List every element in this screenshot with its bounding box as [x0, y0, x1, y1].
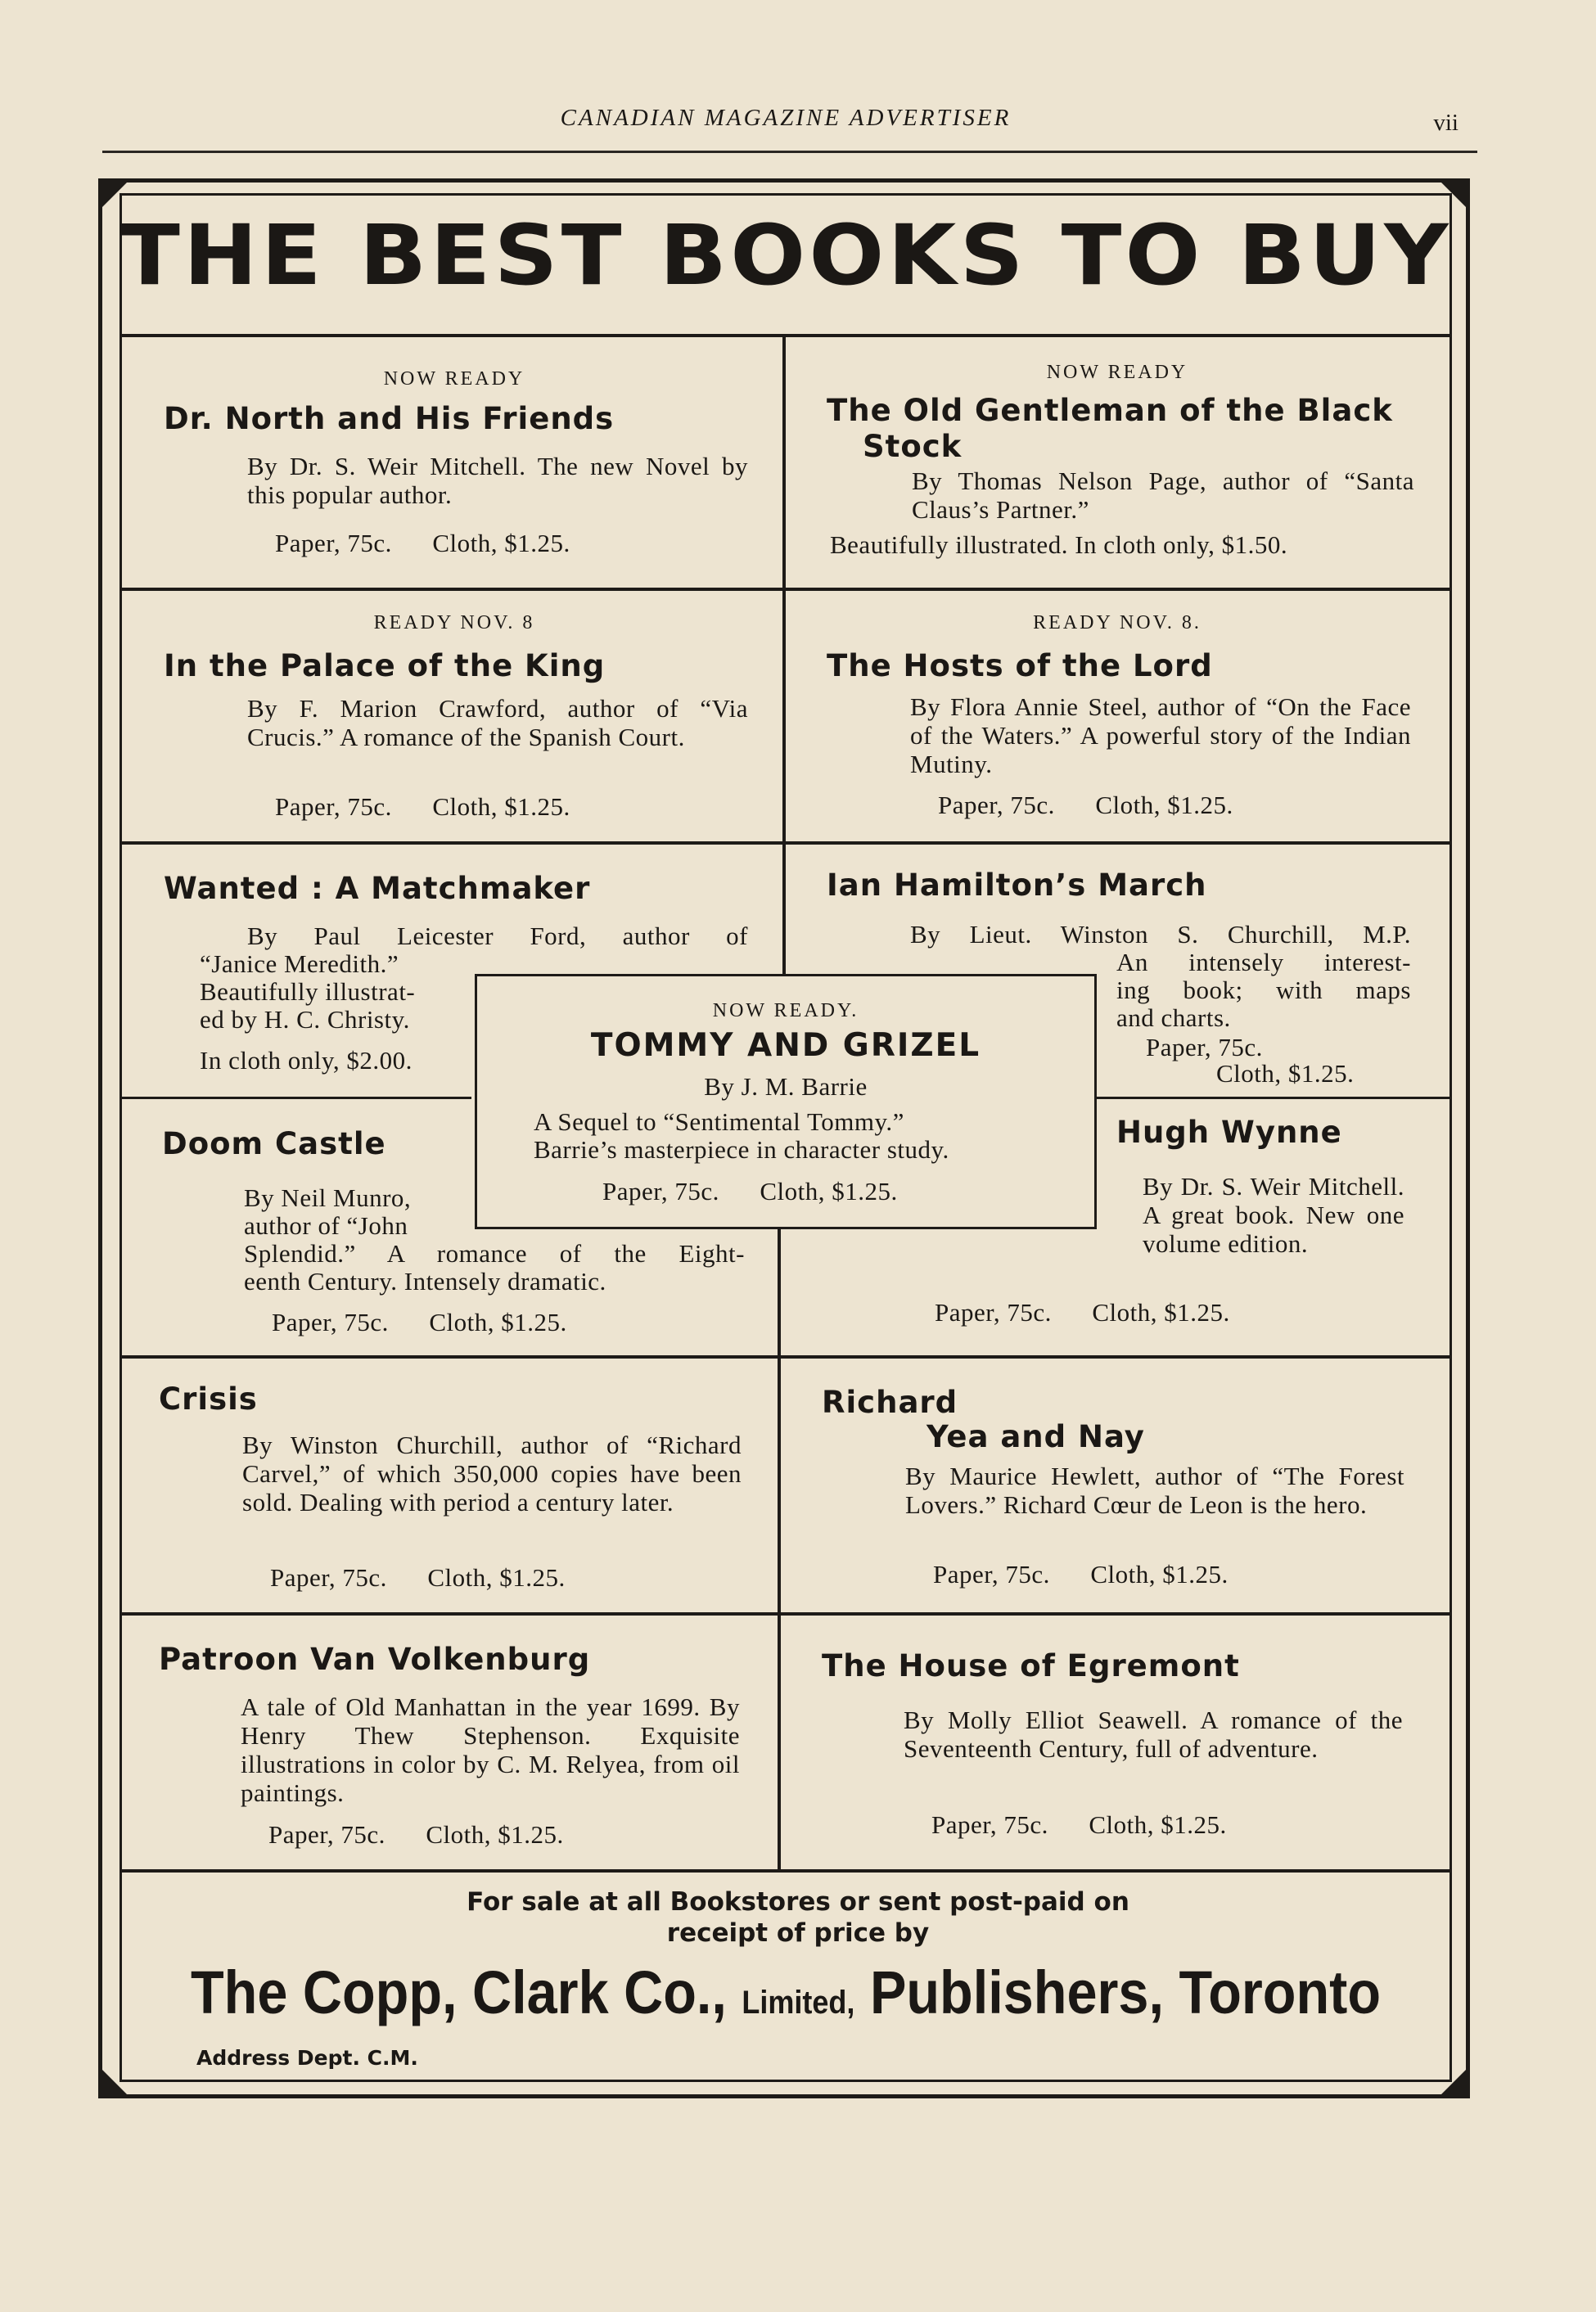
rule-row-5 — [121, 1869, 1450, 1873]
rule-row-3 — [121, 1355, 1450, 1359]
status-label: READY NOV. 8. — [1033, 612, 1202, 633]
book-description-line-2: An intensely interest- — [1116, 948, 1411, 976]
corner-ornament-top-left — [98, 178, 131, 211]
status-label: NOW READY. — [712, 1000, 859, 1021]
sale-notice-line-2: receipt of price by — [666, 1918, 930, 1948]
book-title: The House of Egremont — [822, 1648, 1240, 1683]
book-description: By Dr. S. Weir Mitchell. The new Novel by this popular author. — [247, 452, 748, 509]
publisher-name: The Copp, Clark Co., — [190, 1958, 727, 2026]
book-price: Paper, 75c. Cloth, $1.25. — [931, 1810, 1227, 1839]
rule-right-inner — [1097, 1097, 1450, 1099]
book-price: Paper, 75c. Cloth, $1.25. — [935, 1298, 1230, 1327]
book-price: Paper, 75c. Cloth, $1.25. — [268, 1820, 564, 1849]
book-title: Crisis — [159, 1381, 258, 1417]
book-author: By J. M. Barrie — [704, 1072, 868, 1101]
book-price-paper: Paper, 75c. — [1146, 1033, 1263, 1061]
book-description-line-4: and charts. — [1116, 1003, 1231, 1032]
book-title: In the Palace of the King — [164, 648, 606, 683]
book-title: Patroon Van Volkenburg — [159, 1642, 591, 1677]
corner-ornament-bottom-left — [98, 2066, 131, 2098]
book-title: Wanted : A Matchmaker — [164, 871, 591, 906]
corner-ornament-top-right — [1437, 178, 1470, 211]
book-description-line-2: Barrie’s masterpiece in character study. — [534, 1135, 949, 1164]
book-description-line-4: ed by H. C. Christy. — [200, 1005, 410, 1034]
book-description: By Dr. S. Weir Mitchell. A great book. New one volume edition. — [1143, 1172, 1404, 1258]
book-price: Paper, 75c. Cloth, $1.25. — [275, 529, 570, 557]
publisher-location: Publishers, Toronto — [869, 1958, 1382, 2026]
book-title: The Hosts of the Lord — [827, 648, 1213, 683]
rule-row-1 — [121, 588, 1450, 591]
book-title: Dr. North and His Friends — [164, 401, 615, 436]
book-price: Paper, 75c. Cloth, $1.25. — [602, 1177, 898, 1206]
column-divider-upper — [782, 336, 786, 974]
book-title: Hugh Wynne — [1116, 1115, 1342, 1150]
book-title-line-1: Richard — [822, 1385, 958, 1420]
book-title-line-2: Yea and Nay — [926, 1419, 1145, 1454]
book-description-line-3: ing book; with maps — [1116, 976, 1411, 1004]
book-price: Paper, 75c. Cloth, $1.25. — [938, 791, 1233, 819]
book-description: A tale of Old Manhattan in the year 1699. By Henry Thew Stephenson. Exquisite illustrations in color by C. M. Relyea, from oil paintings. — [241, 1692, 740, 1807]
book-description-line-4: eenth Century. Intensely dramatic. — [244, 1267, 606, 1296]
sale-notice — [327, 1886, 1269, 1949]
book-description-line-2: “Janice Meredith.” — [200, 949, 399, 978]
book-description-line-3: Splendid.” A romance of the Eight- — [244, 1239, 745, 1268]
book-description: By Thomas Nelson Page, author of “Santa Claus’s Partner.” — [912, 466, 1414, 524]
status-label: READY NOV. 8 — [373, 612, 535, 633]
page-number: vii — [1433, 110, 1458, 136]
book-description-line-1: By Neil Munro, — [244, 1183, 412, 1212]
column-divider-lower — [778, 1228, 781, 1869]
book-price: Paper, 75c. Cloth, $1.25. — [933, 1560, 1229, 1589]
address-line: Address Dept. C.M. — [196, 2046, 418, 2070]
sale-notice-line-1: For sale at all Bookstores or sent post-paid on — [467, 1887, 1129, 1917]
book-description-line-2: author of “John — [244, 1211, 408, 1240]
book-description: By Maurice Hewlett, author of “The Forest Lovers.” Richard Cœur de Leon is the hero. — [905, 1462, 1404, 1519]
book-title-line-2: Stock — [863, 429, 963, 464]
book-description: By F. Marion Crawford, author of “Via Crucis.” A romance of the Spanish Court. — [247, 694, 748, 751]
book-price-cloth: Cloth, $1.25. — [1216, 1059, 1355, 1088]
book-title: Ian Hamilton’s March — [827, 868, 1207, 903]
book-description: By Winston Churchill, author of “Richard Carvel,” of which 350,000 copies have been sold. Dealing with period a century later. — [242, 1431, 742, 1517]
book-price: Beautifully illustrated. In cloth only, $1.50. — [830, 530, 1288, 559]
publisher-limited: Limited, — [742, 1985, 855, 2021]
publisher-imprint — [189, 1958, 1382, 2027]
header-rule — [102, 151, 1477, 153]
rule-row-4 — [121, 1612, 1450, 1616]
book-description-line-1: By Lieut. Winston S. Churchill, M.P. — [910, 920, 1411, 949]
status-label: NOW READY — [1046, 362, 1188, 383]
advert-title: THE BEST BOOKS TO BUY — [119, 207, 1452, 304]
corner-ornament-bottom-right — [1437, 2066, 1470, 2098]
rule-row-2 — [121, 841, 1450, 845]
book-description-line-3: Beautifully illustrat- — [200, 977, 416, 1006]
book-price: Paper, 75c. Cloth, $1.25. — [272, 1308, 567, 1336]
running-header: CANADIAN MAGAZINE ADVERTISER — [560, 105, 1012, 131]
book-description-line-1: By Paul Leicester Ford, author of — [247, 922, 748, 950]
status-label: NOW READY — [383, 368, 525, 390]
book-title-line-1: The Old Gentleman of the Black — [827, 393, 1393, 428]
book-price: In cloth only, $2.00. — [200, 1046, 413, 1075]
rule-under-title — [121, 334, 1450, 337]
book-price: Paper, 75c. Cloth, $1.25. — [275, 792, 570, 821]
book-price: Paper, 75c. Cloth, $1.25. — [270, 1563, 566, 1592]
rule-left-inner — [121, 1097, 471, 1099]
book-description-line-1: A Sequel to “Sentimental Tommy.” — [534, 1107, 904, 1136]
book-description: By Molly Elliot Seawell. A romance of the Seventeenth Century, full of adventure. — [904, 1706, 1403, 1763]
book-description: By Flora Annie Steel, author of “On the Face of the Waters.” A powerful story of the Indian Mutiny. — [910, 692, 1411, 778]
book-title: TOMMY AND GRIZEL — [590, 1027, 981, 1064]
book-title: Doom Castle — [162, 1126, 386, 1161]
